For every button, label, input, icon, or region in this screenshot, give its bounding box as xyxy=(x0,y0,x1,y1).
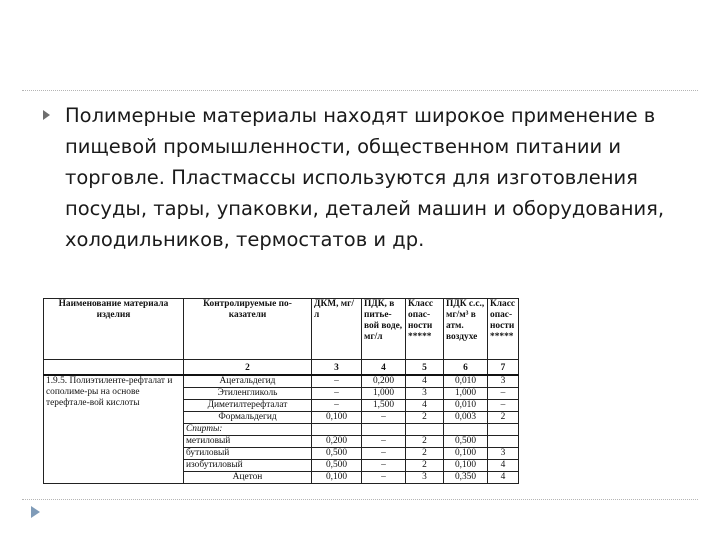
table-cell xyxy=(406,424,444,436)
standards-table xyxy=(43,298,519,484)
table-cell: 2 xyxy=(406,412,444,424)
table-cell: – xyxy=(362,448,406,460)
indicator-cell: Этиленгликоль xyxy=(184,388,312,400)
table-row xyxy=(44,375,519,388)
header-cell: Контролируемые по-казатели xyxy=(184,299,312,360)
table-cell: – xyxy=(362,460,406,472)
header-cell: Класс опас-ности ***** xyxy=(406,299,444,360)
table-cell: 2 xyxy=(406,436,444,448)
table-cell: – xyxy=(488,400,519,412)
indicator-cell: Ацетальдегид xyxy=(184,375,312,388)
column-number: 6 xyxy=(444,360,488,376)
table-cell: – xyxy=(362,436,406,448)
table-cell: – xyxy=(312,375,362,388)
header-cell: ДКМ, мг/л xyxy=(312,299,362,360)
indicator-cell: Формальдегид xyxy=(184,412,312,424)
table-cell: 0,100 xyxy=(312,412,362,424)
bullet-arrow-icon xyxy=(43,110,50,120)
table-cell: 0,200 xyxy=(312,436,362,448)
indicator-cell: Ацетон xyxy=(184,472,312,484)
table-cell xyxy=(362,424,406,436)
indicator-cell: бутиловый xyxy=(184,448,312,460)
corner-arrow-icon xyxy=(31,506,40,518)
table-cell: 4 xyxy=(406,400,444,412)
hygiene-standards-table xyxy=(43,298,518,511)
column-number: 5 xyxy=(406,360,444,376)
table-cell: 1,000 xyxy=(362,388,406,400)
table-cell: 3 xyxy=(406,388,444,400)
material-cell: 1.9.5. Полиэтиленте-рефталат и сополиме-ры на основе терефтале-вой кислоты xyxy=(44,375,184,484)
table-cell xyxy=(444,424,488,436)
table-cell: – xyxy=(312,388,362,400)
table-cell: – xyxy=(362,412,406,424)
indicator-cell: Диметилтерефталат xyxy=(184,400,312,412)
table-cell xyxy=(488,436,519,448)
indicator-cell: изобутиловый xyxy=(184,460,312,472)
header-cell: Наименование материала изделия xyxy=(44,299,184,360)
table-cell: 2 xyxy=(406,448,444,460)
table-cell: – xyxy=(488,388,519,400)
table-cell: 3 xyxy=(488,448,519,460)
indicator-cell: метиловый xyxy=(184,436,312,448)
table-cell: 0,010 xyxy=(444,400,488,412)
table-cell: 4 xyxy=(488,460,519,472)
table-cell xyxy=(488,424,519,436)
header-cell: Класс опас-ности ***** xyxy=(488,299,519,360)
table-cell: – xyxy=(312,400,362,412)
table-cell: 4 xyxy=(488,472,519,484)
column-number: 7 xyxy=(488,360,519,376)
table-cell: 0,500 xyxy=(312,448,362,460)
column-number: 3 xyxy=(312,360,362,376)
table-cell: 0,350 xyxy=(444,472,488,484)
column-number: 2 xyxy=(184,360,312,376)
table-cell: 0,100 xyxy=(444,448,488,460)
table-cell: 0,100 xyxy=(444,460,488,472)
table-cell: 3 xyxy=(406,472,444,484)
table-cell: 0,010 xyxy=(444,375,488,388)
table-cell: 1,000 xyxy=(444,388,488,400)
top-divider xyxy=(22,90,698,91)
empty-cell xyxy=(44,360,184,376)
table-header-row xyxy=(44,299,519,360)
table-cell: – xyxy=(362,472,406,484)
table-cell: 2 xyxy=(406,460,444,472)
table-cell: 0,500 xyxy=(444,436,488,448)
table-cell: 2 xyxy=(488,412,519,424)
table-cell: 0,200 xyxy=(362,375,406,388)
table-cell: 0,003 xyxy=(444,412,488,424)
spirits-label: Спирты: xyxy=(184,424,312,436)
bottom-divider xyxy=(22,499,698,500)
table-cell: 0,100 xyxy=(312,472,362,484)
body-paragraph: Полимерные материалы находят широкое применение в пищевой промышленности, общественном питании и торговле. Пластмассы используются для изготовления посуды, тары, упаковки, деталей машин и оборудования, холодильников, термостатов и др. xyxy=(65,104,665,251)
table-cell: 3 xyxy=(488,375,519,388)
table-cell xyxy=(312,424,362,436)
column-number-row xyxy=(44,360,519,376)
column-number: 4 xyxy=(362,360,406,376)
table-cell: 0,500 xyxy=(312,460,362,472)
header-cell: ПДК с.с., мг/м³ в атм. воздухе xyxy=(444,299,488,360)
table-cell: 1,500 xyxy=(362,400,406,412)
header-cell: ПДК, в питье-вой воде, мг/л xyxy=(362,299,406,360)
table-cell: 4 xyxy=(406,375,444,388)
